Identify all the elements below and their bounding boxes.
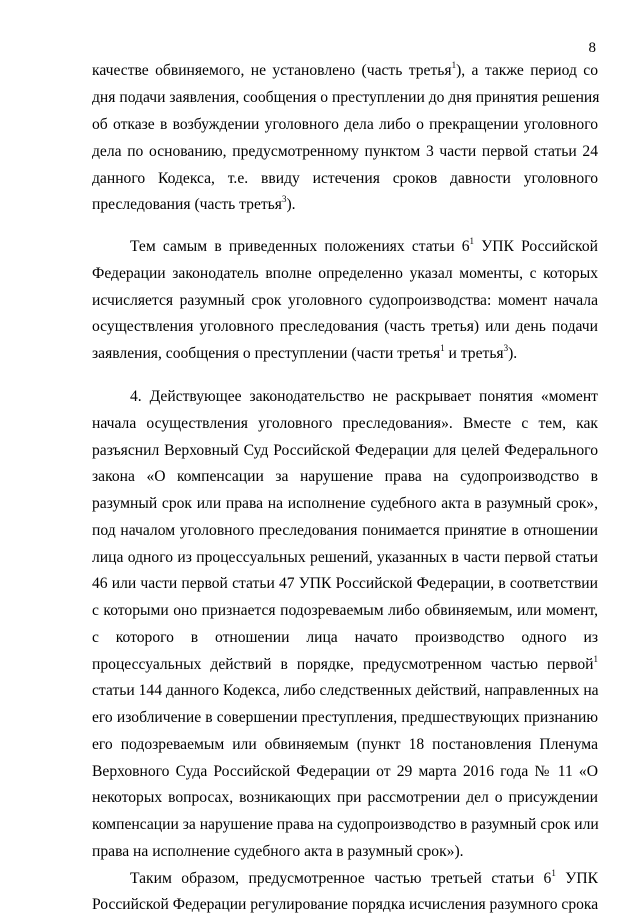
text-line: закона «О компенсации за нарушение права на судопроизводство в bbox=[92, 468, 598, 485]
text-line: об отказе в возбуждении уголовного дела либо о прекращении уголовного bbox=[92, 116, 598, 133]
text-line: процессуальных действий в порядке, предусмотренном частью первой$^1$ bbox=[92, 654, 598, 673]
text-line: под началом уголовного преследования понимается принятие в отношении bbox=[92, 522, 598, 539]
text-line: лица одного из процессуальных решений, указанных в части первой статьи bbox=[92, 549, 598, 566]
text-line: разумный срок или права на исполнение судебного акта в разумный срок», bbox=[92, 495, 598, 512]
text-line: Верховного Суда Российской Федерации от 29 марта 2016 года № 11 «О bbox=[92, 763, 598, 780]
text-line: 46 или части первой статьи 47 УПК Российской Федерации, в соответствии bbox=[92, 575, 598, 592]
text-line: осуществления уголовного преследования (часть третья) или день подачи bbox=[92, 318, 598, 335]
text-line: статьи 144 данного Кодекса, либо следственных действий, направленных на bbox=[92, 682, 599, 699]
text-line: 4. Действующее законодательство не раскрывает понятия «момент bbox=[130, 388, 598, 405]
text-line: данного Кодекса, т.е. ввиду истечения сроков давности уголовного bbox=[92, 170, 598, 187]
text-line: с которыми оно признается подозреваемым либо обвиняемым, или момент, bbox=[92, 602, 598, 619]
text-line: разъяснил Верховный Суд Российской Федерации для целей Федерального bbox=[92, 442, 598, 459]
text-line: некоторых вопросах, возникающих при рассмотрении дел о присуждении bbox=[92, 789, 598, 806]
text-line: с которого в отношении лица начато производство одного из bbox=[92, 629, 598, 646]
superscript: 1 bbox=[551, 868, 556, 878]
superscript: 3 bbox=[281, 194, 287, 204]
text-line: компенсации за нарушение права на судопроизводство в разумный срок или bbox=[92, 816, 599, 833]
text-line: права на исполнение судебного акта в разумный срок»). bbox=[92, 843, 464, 860]
text-line: качестве обвиняемого, не установлено (часть третья$^1$), а также период со bbox=[92, 60, 598, 79]
text-line: Таким образом, предусмотренное частью третьей статьи $6^1$ УПК bbox=[130, 868, 598, 887]
superscript: 1 bbox=[469, 236, 475, 246]
text-line: дня подачи заявления, сообщения о преступлении до дня принятия решения bbox=[92, 89, 600, 106]
superscript: 1 bbox=[593, 654, 598, 664]
page-number: 8 bbox=[588, 40, 596, 56]
text-line: преследования (часть третья$^3$). bbox=[92, 194, 296, 213]
text-line: Федерации законодатель вполне определенно указал моменты, с которых bbox=[92, 265, 598, 282]
text-line: исчисляется разумный срок уголовного судопроизводства: момент начала bbox=[92, 292, 598, 309]
superscript: 1 bbox=[440, 343, 445, 353]
text-line: заявления, сообщения о преступлении (части третья$^1$ и третья$^3$). bbox=[92, 343, 518, 362]
text-line: Тем самым в приведенных положениях статьи $6^1$ УПК Российской bbox=[130, 236, 598, 255]
superscript: 3 bbox=[503, 343, 509, 353]
text-line: начала осуществления уголовного преследования». Вместе с тем, как bbox=[92, 415, 598, 432]
text-line: дела по основанию, предусмотренному пунктом 3 части первой статьи 24 bbox=[92, 143, 598, 160]
text-line: его изобличение в совершении преступления, предшествующих признанию bbox=[92, 709, 598, 726]
superscript: 1 bbox=[451, 60, 457, 70]
text-line: его подозреваемым или обвиняемым (пункт 18 постановления Пленума bbox=[92, 736, 598, 753]
text-line: Российской Федерации регулирование порядка исчисления разумного срока bbox=[92, 896, 599, 913]
